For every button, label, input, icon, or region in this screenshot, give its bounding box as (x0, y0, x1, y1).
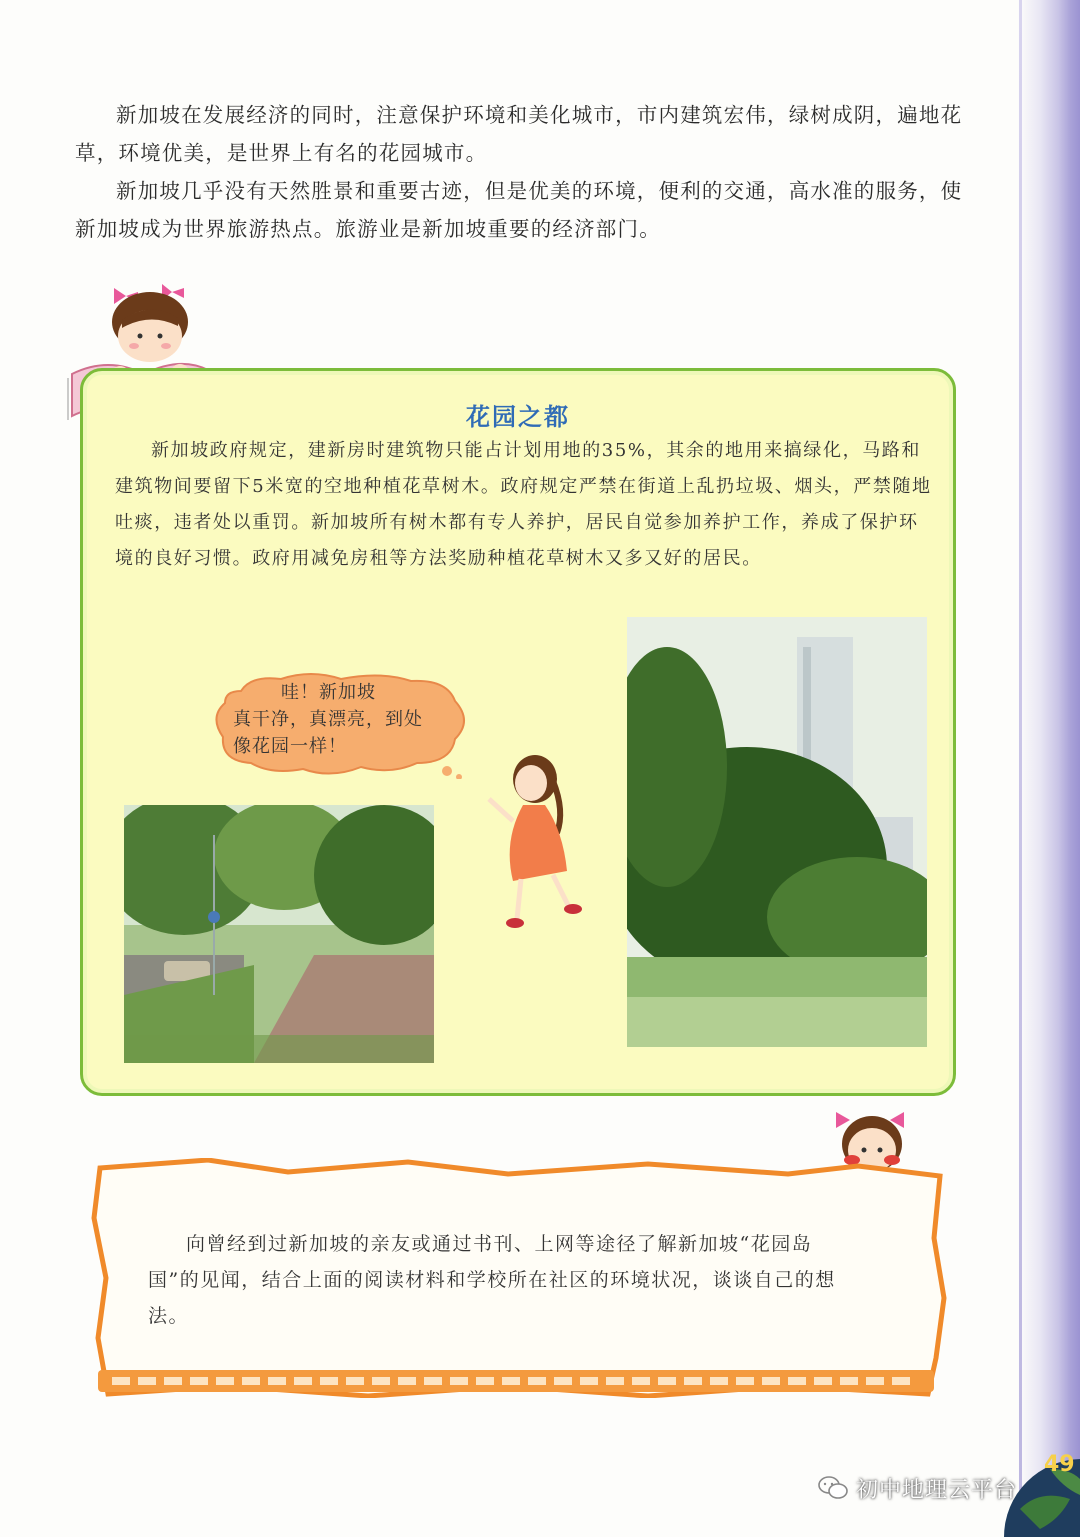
bubble-line-2: 真干净，真漂亮，到处 (233, 709, 423, 730)
street-photo (124, 805, 434, 1063)
watermark (818, 1470, 1017, 1506)
reading-title: 花园之都 (466, 403, 570, 431)
intro-paragraph-1: 新加坡在发展经济的同时，注意保护环境和美化城市，市内建筑宏伟，绿树成阴，遍地花草，环境优美，是世界上有名的花园城市。 (75, 103, 963, 165)
bubble-line-3: 像花园一样！ (233, 736, 347, 757)
intro-text (75, 96, 970, 248)
speech-bubble-text (233, 679, 463, 760)
skyscraper-photo (627, 617, 927, 1047)
intro-paragraph-2: 新加坡几乎没有天然胜景和重要古迹，但是优美的环境，便利的交通，高水准的服务，使新加坡成为世界旅游热点。旅游业是新加坡重要的经济部门。 (75, 179, 963, 241)
page-edge-line (1019, 0, 1022, 1537)
watermark-text: 初中地理云平台 (856, 1477, 1018, 1503)
bubble-line-1: 哇！新加坡 (281, 682, 376, 703)
wechat-icon (818, 1475, 848, 1501)
page-number: 49 (1044, 1452, 1075, 1477)
reading-panel (80, 368, 956, 1096)
page-edge-decoration (1018, 0, 1080, 1537)
activity-text: 向曾经到过新加坡的亲友或通过书刊、上网等途径了解新加坡“花园岛国”的见闻，结合上面的阅读材料和学校所在社区的环境状况，谈谈自己的想法。 (148, 1233, 836, 1327)
reading-body: 新加坡政府规定，建新房时建筑物只能占计划用地的35%，其余的地用来搞绿化，马路和建筑物间要留下5米宽的空地种植花草树木。政府规定严禁在街道上乱扔垃圾、烟头，严禁随地吐痰，违者处以重罚。新加坡所有树木都有专人养护，居民自觉参加养护工作，养成了保护环境的良好习惯。政府用减免房租等方法奖励种植花草树木又多又好的居民。 (115, 440, 932, 569)
running-girl-icon (483, 751, 593, 951)
